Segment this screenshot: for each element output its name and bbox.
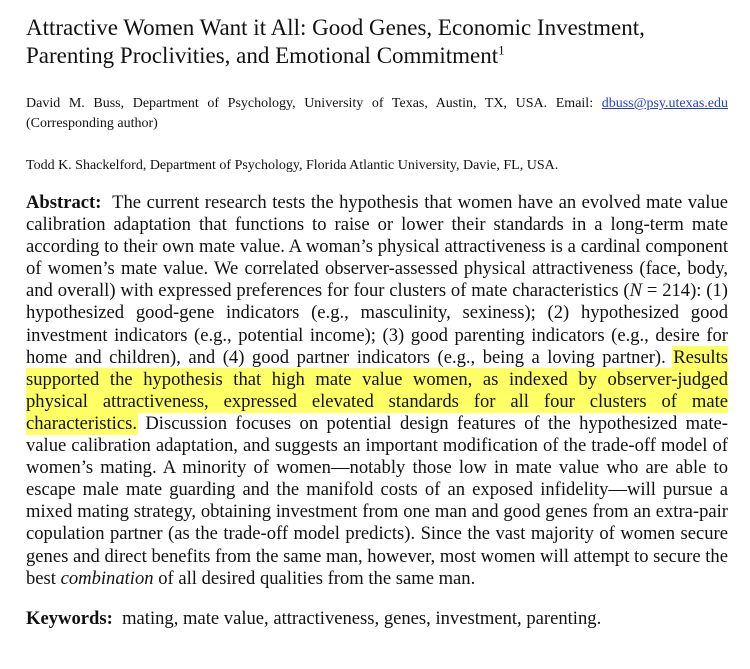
keywords-text: mating, mate value, attractiveness, genes, investment, parenting. (122, 608, 602, 630)
abstract (26, 192, 728, 590)
author-buss-email-link[interactable]: dbuss@psy.utexas.edu (601, 96, 728, 111)
title-footnote-marker[interactable]: 1 (498, 42, 505, 58)
abstract-emphasis: combination (60, 567, 154, 589)
abstract-text-part1: The current research tests the hypothesis that women have an evolved mate value calibration adaptation that functions to raise or lower their standards in a long-term mate according to their own mate value. A woman’s physical attractiveness is a cardinal component of women’s mate value. We correlated observer-assessed physical attractiveness (face, body, and overall) with expressed preferences for four clusters of mate characteristics ( (26, 192, 729, 302)
abstract-text-part2: = 214): (1) hypothesized good-gene indicators (e.g., masculinity, sexiness); (2) hypothesized good investment indicators (e.g., potential income); (3) good parenting indicators (e.g., desire for home and children), and (4) good partner indicators (e.g., being a loving partner). (26, 280, 728, 368)
author-buss-note: (Corresponding author) (26, 116, 158, 131)
abstract-text-part4: of all desired qualities from the same man. (153, 567, 476, 589)
abstract-text-part3: Discussion focuses on potential design features of the hypothesized mate-value calibration adaptation, and suggests an important modification of the trade-off model of women’s mating. A minority of women—notably those low in mate value who are able to escape male mate guarding and the manifold costs of an exposed infidelity—will pursue a mixed mating strategy, obtaining investment from one man and good genes from an extra-pair copulation partner (as the trade-off model predicts). Since the vast majority of women secure genes and direct benefits from the same man, however, most women will attempt to secure the best (26, 412, 728, 589)
paper-title (26, 14, 738, 70)
abstract-n-symbol: N (629, 280, 643, 302)
author-buss-affiliation: David M. Buss, Department of Psychology, University of Texas, Austin, TX, USA. Email: (26, 96, 602, 111)
author-shackelford: Todd K. Shackelford, Department of Psychology, Florida Atlantic University, Davie, FL, USA. (26, 158, 559, 173)
keywords-label: Keywords: (26, 608, 113, 630)
author-buss (26, 94, 728, 134)
keywords (26, 608, 728, 630)
paper-title-text: Attractive Women Want it All: Good Genes, Economic Investment, Parenting Proclivities, and Emotional Commitment (26, 15, 645, 68)
abstract-highlighted-result: Results supported the hypothesis that high mate value women, as indexed by observer-judged physical attractiveness, expressed elevated standards for all four clusters of mate characteristics. (26, 346, 728, 434)
abstract-label: Abstract: (26, 192, 102, 213)
